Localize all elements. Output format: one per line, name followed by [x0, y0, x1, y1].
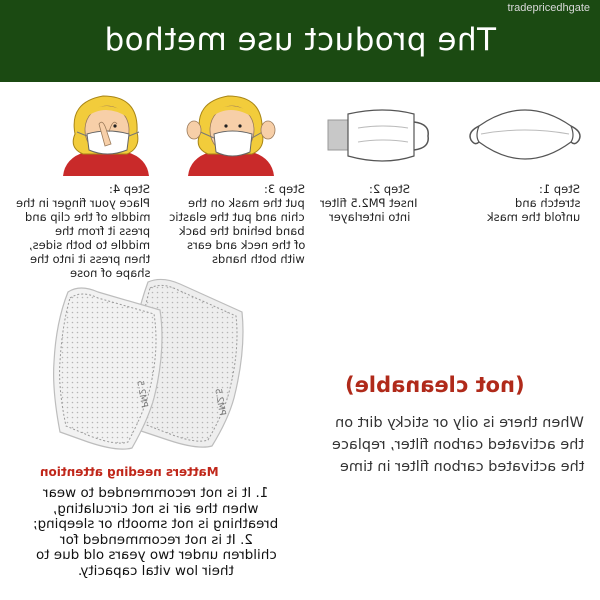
step-3-label: Step 3:	[263, 182, 305, 196]
step-2-illustration	[318, 104, 438, 168]
step-4-label: Step 4:	[108, 182, 150, 196]
step-1-label: Step 1:	[538, 182, 580, 196]
title-banner	[0, 0, 600, 82]
carbon-filter-sheets	[50, 270, 250, 460]
filter-stamp-back: PM2.5	[212, 387, 227, 417]
step-4-illustration	[55, 88, 155, 176]
filter-stamp-front: PM2.5	[134, 379, 149, 409]
step-3-illustration	[180, 88, 280, 176]
step-4-text: Step 4: Place your finger in the middle of the clip and press it from the middle to both sides, then press it into the shape of nose	[15, 182, 150, 280]
step-1-text: Step 1: stretch and unfold the mask	[486, 182, 580, 224]
attention-notes: 1. It is not recommended to wear when the air is not circulating, breathing is not smooth or sleeping; 2. It is not recommended for children under two years old due to their low vital capacity.	[33, 485, 279, 579]
step-2-text: Step 2: Inset PM2.5 filter into interlayer	[320, 182, 418, 224]
step-1-illustration	[465, 96, 585, 168]
step-2-label: Step 2:	[368, 182, 410, 196]
banner-title: The product use method	[103, 22, 497, 58]
watermark-text: tradepricedhgate	[507, 2, 590, 14]
attention-heading: Matters needing attention	[40, 465, 219, 479]
replace-filter-note: When there is oily or sticky dirt on the activated carbon filter, replace the activated carbon filter in time	[331, 415, 584, 475]
step-3-text: Step 3: put the mask on the chin and put the elastic band behind the back of the neck and ears with both hands	[169, 182, 305, 266]
not-cleanable-heading: (not cleanable)	[345, 373, 525, 397]
